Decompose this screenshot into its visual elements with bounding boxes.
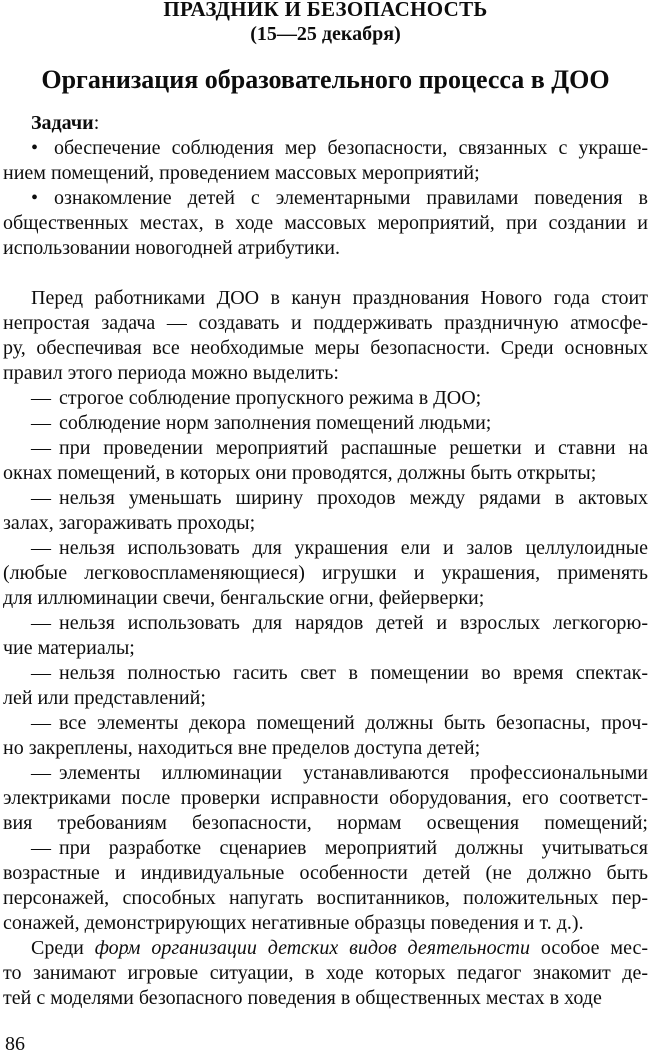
rule-item xyxy=(3,711,648,761)
text-segment: непростая задача — создавать и поддерживать праздничную атмосфе- xyxy=(3,312,648,334)
text-line xyxy=(3,236,648,261)
text-line xyxy=(3,636,648,661)
tasks-heading xyxy=(3,111,648,136)
text-line xyxy=(3,811,648,836)
text-line xyxy=(3,411,648,436)
text-segment: нием помещений, проведением массовых мероприятий; xyxy=(3,162,480,184)
dash-marker: — xyxy=(31,387,51,409)
text-segment: при разработке сценариев мероприятий должны учитываться xyxy=(59,837,648,859)
dash-marker: — xyxy=(31,412,51,434)
text-line xyxy=(3,711,648,736)
text-line xyxy=(3,436,648,461)
text-line xyxy=(3,511,648,536)
text-line xyxy=(3,136,648,161)
text-line xyxy=(3,361,648,386)
section-title: Организация образовательного процесса в ДОО xyxy=(41,65,610,94)
rule-item xyxy=(3,761,648,836)
text-line xyxy=(3,836,648,861)
dash-marker: — xyxy=(31,612,51,634)
text-segment: нельзя уменьшать ширину проходов между рядами в актовых xyxy=(59,487,648,509)
intro-paragraph xyxy=(3,286,648,386)
dash-marker: — xyxy=(31,837,51,859)
dash-marker: — xyxy=(31,762,51,784)
text-segment: все элементы декора помещений должны быть безопасны, проч- xyxy=(59,712,648,734)
rule-item xyxy=(3,436,648,486)
text-line xyxy=(3,686,648,711)
text-line xyxy=(3,186,648,211)
text-line xyxy=(3,561,648,586)
closing-paragraph xyxy=(3,936,648,1011)
body-text xyxy=(3,111,648,1011)
text-line xyxy=(3,461,648,486)
text-line xyxy=(3,911,648,936)
text-segment: нельзя полностью гасить свет в помещении во время спектак- xyxy=(59,662,648,684)
dash-marker: — xyxy=(31,437,51,459)
text-segment: возрастные и индивидуальные особенности детей (не должно быть xyxy=(3,862,648,884)
rule-item xyxy=(3,486,648,536)
text-segment: общественных местах, в ходе массовых мероприятий, при создании и xyxy=(3,212,648,234)
text-segment: обеспечение соблюдения мер безопасности, связанных с украше- xyxy=(54,137,648,159)
text-line xyxy=(3,961,648,986)
rule-item xyxy=(3,836,648,936)
text-segment: тей с моделями безопасного поведения в общественных местах в ходе xyxy=(3,987,602,1009)
text-line xyxy=(3,611,648,636)
text-segment: залах, загораживать проходы; xyxy=(3,512,256,534)
text-segment: : xyxy=(93,112,100,134)
text-line xyxy=(3,736,648,761)
text-line xyxy=(3,936,648,961)
text-line xyxy=(3,311,648,336)
text-segment: Перед работниками ДОО в канун празднования Нового года стоит xyxy=(31,287,648,309)
bullet-icon: • xyxy=(31,187,39,209)
text-line xyxy=(3,386,648,411)
rule-item xyxy=(3,536,648,611)
text-line xyxy=(3,486,648,511)
text-segment: (любые легковоспламеняющиеся) игрушки и украшения, применять xyxy=(3,562,648,584)
text-line xyxy=(3,286,648,311)
text-segment: чие материалы; xyxy=(3,637,135,659)
bullet-icon: • xyxy=(31,137,39,159)
paragraph-spacer xyxy=(3,261,648,286)
text-line xyxy=(3,586,648,611)
text-segment: строгое соблюдение пропускного режима в ДОО; xyxy=(59,387,482,409)
text-segment: электриками после проверки исправности оборудования, его соответст- xyxy=(3,787,648,809)
text-line xyxy=(3,536,648,561)
text-segment: Среди xyxy=(31,937,95,959)
text-line xyxy=(3,761,648,786)
text-line xyxy=(3,861,648,886)
rule-item xyxy=(3,611,648,661)
text-line xyxy=(3,661,648,686)
dash-marker: — xyxy=(31,487,51,509)
text-segment: ру, обеспечивая все необходимые меры безопасности. Среди основных xyxy=(3,337,648,359)
text-segment: окнах помещений, в которых они проводятся, должны быть открыты; xyxy=(3,462,597,484)
text-segment: сонажей, демонстрирующих негативные образцы поведения и т. д.). xyxy=(3,912,584,934)
task-item xyxy=(3,136,648,186)
text-segment: Задачи xyxy=(31,112,94,134)
text-segment: вия требованиям безопасности, нормам освещения помещений; xyxy=(3,812,648,834)
text-segment: элементы иллюминации устанавливаются профессиональными xyxy=(59,762,648,784)
rule-item xyxy=(3,411,648,436)
text-segment: особое мес- xyxy=(529,937,648,959)
text-line xyxy=(3,161,648,186)
text-line xyxy=(3,211,648,236)
text-line xyxy=(3,336,648,361)
text-segment: для иллюминации свечи, бенгальские огни, фейерверки; xyxy=(3,587,485,609)
text-segment: правил этого периода можно выделить: xyxy=(3,362,339,384)
chapter-title: ПРАЗДНИК И БЕЗОПАСНОСТЬ xyxy=(163,0,488,21)
dash-marker: — xyxy=(31,712,51,734)
text-segment: то занимают игровые ситуации, в ходе которых педагог знакомит де- xyxy=(3,962,648,984)
text-segment: ознакомление детей с элементарными правилами поведения в xyxy=(54,187,648,209)
text-segment: нельзя использовать для украшения ели и залов целлулоидные xyxy=(59,537,648,559)
text-line xyxy=(3,886,648,911)
chapter-date-range: (15—25 декабря) xyxy=(250,23,401,45)
text-segment: соблюдение норм заполнения помещений людьми; xyxy=(59,412,492,434)
text-segment: персонажей, способных напугать воспитанников, положительных пер- xyxy=(3,887,648,909)
text-segment: нельзя использовать для нарядов детей и взрослых легкогорю- xyxy=(59,612,648,634)
text-line xyxy=(3,786,648,811)
text-segment: при проведении мероприятий распашные решетки и ставни на xyxy=(59,437,648,459)
rule-item xyxy=(3,661,648,711)
text-segment: форм организации детских видов деятельности xyxy=(94,937,530,959)
text-line xyxy=(3,986,648,1011)
dash-marker: — xyxy=(31,662,51,684)
text-segment: использовании новогодней атрибутики. xyxy=(3,237,340,259)
task-item xyxy=(3,186,648,261)
text-line xyxy=(3,111,648,136)
text-segment: лей или представлений; xyxy=(3,687,206,709)
text-segment: но закреплены, находиться вне пределов доступа детей; xyxy=(3,737,481,759)
page-number: 86 xyxy=(5,1033,25,1055)
dash-marker: — xyxy=(31,537,51,559)
rule-item xyxy=(3,386,648,411)
